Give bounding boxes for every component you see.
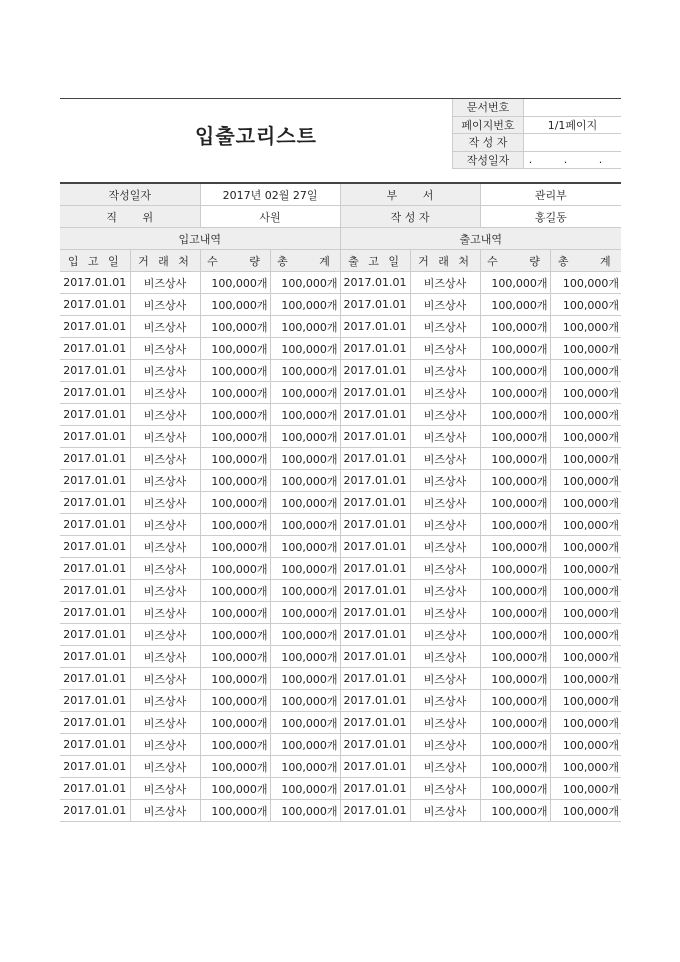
cell-in-date: 2017.01.01 — [60, 558, 130, 580]
cell-in-qty: 100,000개 — [200, 382, 270, 404]
cell-in-total: 100,000개 — [270, 382, 340, 404]
cell-in-date: 2017.01.01 — [60, 624, 130, 646]
meta-label: 페이지번호 — [453, 116, 524, 134]
cell-out-date: 2017.01.01 — [340, 690, 410, 712]
cell-in-date: 2017.01.01 — [60, 470, 130, 492]
cell-in-qty: 100,000개 — [200, 404, 270, 426]
cell-out-date: 2017.01.01 — [340, 558, 410, 580]
cell-in-client: 비즈상사 — [130, 690, 200, 712]
cell-in-qty: 100,000개 — [200, 646, 270, 668]
cell-in-date: 2017.01.01 — [60, 492, 130, 514]
cell-out-qty: 100,000개 — [480, 712, 550, 734]
cell-in-client: 비즈상사 — [130, 536, 200, 558]
cell-out-client: 비즈상사 — [410, 294, 480, 316]
document-page — [60, 98, 621, 822]
cell-in-total: 100,000개 — [270, 668, 340, 690]
cell-in-client: 비즈상사 — [130, 316, 200, 338]
cell-in-client: 비즈상사 — [130, 272, 200, 294]
cell-out-date: 2017.01.01 — [340, 514, 410, 536]
cell-out-qty: 100,000개 — [480, 404, 550, 426]
cell-out-client: 비즈상사 — [410, 492, 480, 514]
cell-out-date: 2017.01.01 — [340, 734, 410, 756]
cell-in-total: 100,000개 — [270, 734, 340, 756]
col-header-in-client: 거 래 처 — [130, 250, 200, 272]
cell-in-qty: 100,000개 — [200, 756, 270, 778]
cell-out-qty: 100,000개 — [480, 778, 550, 800]
meta-row — [453, 151, 622, 169]
cell-in-total: 100,000개 — [270, 690, 340, 712]
cell-in-qty: 100,000개 — [200, 800, 270, 822]
table-row — [60, 602, 621, 624]
meta-row — [453, 99, 622, 116]
cell-out-total: 100,000개 — [550, 294, 621, 316]
cell-out-date: 2017.01.01 — [340, 756, 410, 778]
cell-in-qty: 100,000개 — [200, 624, 270, 646]
cell-out-total: 100,000개 — [550, 382, 621, 404]
table-row — [60, 360, 621, 382]
table-row — [60, 624, 621, 646]
table-row — [60, 382, 621, 404]
cell-out-total: 100,000개 — [550, 536, 621, 558]
author-value: 홍길동 — [480, 206, 621, 228]
cell-out-qty: 100,000개 — [480, 646, 550, 668]
cell-in-total: 100,000개 — [270, 514, 340, 536]
table-row — [60, 646, 621, 668]
cell-in-date: 2017.01.01 — [60, 536, 130, 558]
cell-in-client: 비즈상사 — [130, 734, 200, 756]
col-header-in-qty: 수 량 — [200, 250, 270, 272]
cell-out-total: 100,000개 — [550, 338, 621, 360]
cell-out-qty: 100,000개 — [480, 294, 550, 316]
cell-in-date: 2017.01.01 — [60, 778, 130, 800]
cell-out-date: 2017.01.01 — [340, 668, 410, 690]
cell-out-qty: 100,000개 — [480, 338, 550, 360]
cell-in-client: 비즈상사 — [130, 338, 200, 360]
col-header-in-date: 입 고 일 — [60, 250, 130, 272]
table-row — [60, 558, 621, 580]
cell-in-client: 비즈상사 — [130, 360, 200, 382]
cell-in-total: 100,000개 — [270, 800, 340, 822]
cell-out-qty: 100,000개 — [480, 492, 550, 514]
cell-out-qty: 100,000개 — [480, 470, 550, 492]
cell-out-total: 100,000개 — [550, 404, 621, 426]
cell-in-client: 비즈상사 — [130, 756, 200, 778]
cell-in-date: 2017.01.01 — [60, 338, 130, 360]
cell-out-qty: 100,000개 — [480, 382, 550, 404]
cell-out-qty: 100,000개 — [480, 448, 550, 470]
cell-out-total: 100,000개 — [550, 734, 621, 756]
cell-out-client: 비즈상사 — [410, 360, 480, 382]
cell-out-client: 비즈상사 — [410, 690, 480, 712]
cell-out-client: 비즈상사 — [410, 602, 480, 624]
cell-in-client: 비즈상사 — [130, 558, 200, 580]
meta-value: . . . — [524, 151, 622, 169]
cell-in-total: 100,000개 — [270, 492, 340, 514]
cell-out-total: 100,000개 — [550, 646, 621, 668]
cell-in-total: 100,000개 — [270, 316, 340, 338]
table-row — [60, 492, 621, 514]
table-row — [60, 272, 621, 294]
cell-in-date: 2017.01.01 — [60, 690, 130, 712]
cell-out-qty: 100,000개 — [480, 360, 550, 382]
cell-in-date: 2017.01.01 — [60, 602, 130, 624]
dept-value: 관리부 — [480, 183, 621, 206]
cell-in-date: 2017.01.01 — [60, 756, 130, 778]
cell-out-total: 100,000개 — [550, 668, 621, 690]
cell-out-total: 100,000개 — [550, 272, 621, 294]
cell-out-date: 2017.01.01 — [340, 492, 410, 514]
cell-out-date: 2017.01.01 — [340, 712, 410, 734]
cell-in-total: 100,000개 — [270, 602, 340, 624]
cell-in-total: 100,000개 — [270, 624, 340, 646]
cell-out-client: 비즈상사 — [410, 272, 480, 294]
cell-out-client: 비즈상사 — [410, 426, 480, 448]
cell-in-qty: 100,000개 — [200, 602, 270, 624]
cell-out-total: 100,000개 — [550, 492, 621, 514]
cell-in-qty: 100,000개 — [200, 690, 270, 712]
table-row — [60, 580, 621, 602]
cell-in-date: 2017.01.01 — [60, 294, 130, 316]
cell-out-date: 2017.01.01 — [340, 448, 410, 470]
table-row — [60, 338, 621, 360]
cell-in-qty: 100,000개 — [200, 294, 270, 316]
cell-out-qty: 100,000개 — [480, 690, 550, 712]
cell-out-qty: 100,000개 — [480, 536, 550, 558]
cell-in-total: 100,000개 — [270, 470, 340, 492]
meta-row — [453, 134, 622, 152]
col-header-out-total: 총 계 — [550, 250, 621, 272]
cell-in-qty: 100,000개 — [200, 536, 270, 558]
cell-out-qty: 100,000개 — [480, 514, 550, 536]
cell-out-date: 2017.01.01 — [340, 778, 410, 800]
info-row — [60, 183, 621, 206]
cell-out-qty: 100,000개 — [480, 580, 550, 602]
table-row — [60, 756, 621, 778]
table-row — [60, 800, 621, 822]
cell-out-date: 2017.01.01 — [340, 470, 410, 492]
position-label: 직 위 — [60, 206, 200, 228]
meta-table — [452, 99, 621, 169]
cell-in-total: 100,000개 — [270, 338, 340, 360]
cell-in-client: 비즈상사 — [130, 646, 200, 668]
cell-in-date: 2017.01.01 — [60, 800, 130, 822]
cell-out-date: 2017.01.01 — [340, 382, 410, 404]
table-row — [60, 404, 621, 426]
cell-in-total: 100,000개 — [270, 294, 340, 316]
table-row — [60, 734, 621, 756]
cell-out-client: 비즈상사 — [410, 536, 480, 558]
cell-in-client: 비즈상사 — [130, 426, 200, 448]
cell-in-date: 2017.01.01 — [60, 404, 130, 426]
cell-in-qty: 100,000개 — [200, 360, 270, 382]
info-row — [60, 206, 621, 228]
cell-in-client: 비즈상사 — [130, 382, 200, 404]
cell-in-total: 100,000개 — [270, 756, 340, 778]
cell-in-client: 비즈상사 — [130, 712, 200, 734]
cell-out-qty: 100,000개 — [480, 316, 550, 338]
cell-out-client: 비즈상사 — [410, 316, 480, 338]
cell-in-total: 100,000개 — [270, 778, 340, 800]
cell-out-total: 100,000개 — [550, 558, 621, 580]
col-header-out-qty: 수 량 — [480, 250, 550, 272]
table-row — [60, 536, 621, 558]
cell-out-client: 비즈상사 — [410, 448, 480, 470]
cell-in-date: 2017.01.01 — [60, 668, 130, 690]
cell-out-qty: 100,000개 — [480, 558, 550, 580]
cell-in-client: 비즈상사 — [130, 602, 200, 624]
cell-out-client: 비즈상사 — [410, 646, 480, 668]
cell-in-date: 2017.01.01 — [60, 382, 130, 404]
cell-out-qty: 100,000개 — [480, 272, 550, 294]
meta-label: 문서번호 — [453, 99, 524, 116]
cell-out-qty: 100,000개 — [480, 624, 550, 646]
cell-in-client: 비즈상사 — [130, 624, 200, 646]
cell-out-date: 2017.01.01 — [340, 294, 410, 316]
cell-out-date: 2017.01.01 — [340, 404, 410, 426]
cell-in-client: 비즈상사 — [130, 470, 200, 492]
cell-in-total: 100,000개 — [270, 426, 340, 448]
table-row — [60, 448, 621, 470]
cell-in-total: 100,000개 — [270, 272, 340, 294]
cell-out-qty: 100,000개 — [480, 426, 550, 448]
table-row — [60, 294, 621, 316]
table-row — [60, 778, 621, 800]
cell-in-qty: 100,000개 — [200, 426, 270, 448]
cell-in-date: 2017.01.01 — [60, 580, 130, 602]
cell-out-client: 비즈상사 — [410, 470, 480, 492]
cell-out-total: 100,000개 — [550, 690, 621, 712]
cell-in-qty: 100,000개 — [200, 514, 270, 536]
cell-out-total: 100,000개 — [550, 778, 621, 800]
cell-out-total: 100,000개 — [550, 514, 621, 536]
meta-label: 작 성 자 — [453, 134, 524, 152]
cell-out-date: 2017.01.01 — [340, 800, 410, 822]
table-row — [60, 514, 621, 536]
table-row — [60, 426, 621, 448]
cell-out-client: 비즈상사 — [410, 624, 480, 646]
cell-in-total: 100,000개 — [270, 646, 340, 668]
stock-table — [60, 182, 621, 822]
cell-out-date: 2017.01.01 — [340, 536, 410, 558]
cell-in-qty: 100,000개 — [200, 316, 270, 338]
cell-in-qty: 100,000개 — [200, 778, 270, 800]
section-row — [60, 228, 621, 250]
cell-in-date: 2017.01.01 — [60, 272, 130, 294]
meta-label: 작성일자 — [453, 151, 524, 169]
cell-out-date: 2017.01.01 — [340, 426, 410, 448]
cell-in-date: 2017.01.01 — [60, 712, 130, 734]
incoming-section-title: 입고내역 — [60, 228, 340, 250]
cell-in-date: 2017.01.01 — [60, 646, 130, 668]
cell-out-total: 100,000개 — [550, 360, 621, 382]
cell-out-date: 2017.01.01 — [340, 602, 410, 624]
cell-in-client: 비즈상사 — [130, 668, 200, 690]
cell-out-qty: 100,000개 — [480, 800, 550, 822]
col-header-out-client: 거 래 처 — [410, 250, 480, 272]
cell-out-client: 비즈상사 — [410, 712, 480, 734]
col-header-out-date: 출 고 일 — [340, 250, 410, 272]
cell-in-qty: 100,000개 — [200, 338, 270, 360]
cell-out-qty: 100,000개 — [480, 602, 550, 624]
cell-out-total: 100,000개 — [550, 470, 621, 492]
cell-in-date: 2017.01.01 — [60, 316, 130, 338]
cell-out-client: 비즈상사 — [410, 800, 480, 822]
cell-in-client: 비즈상사 — [130, 778, 200, 800]
cell-in-client: 비즈상사 — [130, 492, 200, 514]
cell-out-client: 비즈상사 — [410, 778, 480, 800]
table-row — [60, 470, 621, 492]
cell-out-total: 100,000개 — [550, 580, 621, 602]
table-row — [60, 712, 621, 734]
cell-in-total: 100,000개 — [270, 360, 340, 382]
meta-value — [524, 134, 622, 152]
cell-out-date: 2017.01.01 — [340, 624, 410, 646]
cell-in-total: 100,000개 — [270, 558, 340, 580]
cell-out-date: 2017.01.01 — [340, 316, 410, 338]
cell-in-qty: 100,000개 — [200, 580, 270, 602]
cell-in-total: 100,000개 — [270, 448, 340, 470]
cell-out-client: 비즈상사 — [410, 558, 480, 580]
cell-in-date: 2017.01.01 — [60, 426, 130, 448]
cell-out-date: 2017.01.01 — [340, 360, 410, 382]
cell-out-date: 2017.01.01 — [340, 272, 410, 294]
cell-out-date: 2017.01.01 — [340, 338, 410, 360]
cell-in-client: 비즈상사 — [130, 448, 200, 470]
cell-in-qty: 100,000개 — [200, 668, 270, 690]
cell-in-qty: 100,000개 — [200, 492, 270, 514]
col-header-in-total: 총 계 — [270, 250, 340, 272]
meta-value: 1/1페이지 — [524, 116, 622, 134]
cell-out-client: 비즈상사 — [410, 404, 480, 426]
cell-in-total: 100,000개 — [270, 536, 340, 558]
cell-out-date: 2017.01.01 — [340, 646, 410, 668]
table-row — [60, 690, 621, 712]
cell-out-total: 100,000개 — [550, 712, 621, 734]
cell-out-total: 100,000개 — [550, 756, 621, 778]
table-row — [60, 316, 621, 338]
cell-in-client: 비즈상사 — [130, 404, 200, 426]
cell-in-qty: 100,000개 — [200, 272, 270, 294]
cell-in-date: 2017.01.01 — [60, 514, 130, 536]
date-label: 작성일자 — [60, 183, 200, 206]
cell-in-qty: 100,000개 — [200, 470, 270, 492]
date-value: 2017년 02월 27일 — [200, 183, 340, 206]
cell-out-total: 100,000개 — [550, 800, 621, 822]
cell-out-client: 비즈상사 — [410, 580, 480, 602]
cell-out-date: 2017.01.01 — [340, 580, 410, 602]
cell-in-total: 100,000개 — [270, 404, 340, 426]
table-row — [60, 668, 621, 690]
cell-out-qty: 100,000개 — [480, 734, 550, 756]
author-label: 작 성 자 — [340, 206, 480, 228]
cell-in-qty: 100,000개 — [200, 558, 270, 580]
cell-out-client: 비즈상사 — [410, 756, 480, 778]
cell-out-total: 100,000개 — [550, 448, 621, 470]
column-header-row — [60, 250, 621, 272]
cell-in-qty: 100,000개 — [200, 734, 270, 756]
cell-out-client: 비즈상사 — [410, 668, 480, 690]
position-value: 사원 — [200, 206, 340, 228]
cell-out-client: 비즈상사 — [410, 734, 480, 756]
dept-label: 부 서 — [340, 183, 480, 206]
outgoing-section-title: 출고내역 — [340, 228, 621, 250]
cell-in-client: 비즈상사 — [130, 800, 200, 822]
cell-out-total: 100,000개 — [550, 602, 621, 624]
cell-in-qty: 100,000개 — [200, 448, 270, 470]
cell-in-qty: 100,000개 — [200, 712, 270, 734]
cell-in-client: 비즈상사 — [130, 580, 200, 602]
cell-out-qty: 100,000개 — [480, 668, 550, 690]
cell-out-client: 비즈상사 — [410, 514, 480, 536]
cell-in-date: 2017.01.01 — [60, 448, 130, 470]
cell-out-client: 비즈상사 — [410, 338, 480, 360]
cell-in-client: 비즈상사 — [130, 294, 200, 316]
page-title: 입출고리스트 — [195, 123, 317, 148]
cell-out-qty: 100,000개 — [480, 756, 550, 778]
cell-out-total: 100,000개 — [550, 426, 621, 448]
cell-in-date: 2017.01.01 — [60, 734, 130, 756]
cell-out-total: 100,000개 — [550, 624, 621, 646]
cell-in-total: 100,000개 — [270, 580, 340, 602]
cell-out-client: 비즈상사 — [410, 382, 480, 404]
cell-in-total: 100,000개 — [270, 712, 340, 734]
meta-row — [453, 116, 622, 134]
meta-value — [524, 99, 622, 116]
cell-in-date: 2017.01.01 — [60, 360, 130, 382]
cell-in-client: 비즈상사 — [130, 514, 200, 536]
document-header — [60, 98, 621, 169]
cell-out-total: 100,000개 — [550, 316, 621, 338]
